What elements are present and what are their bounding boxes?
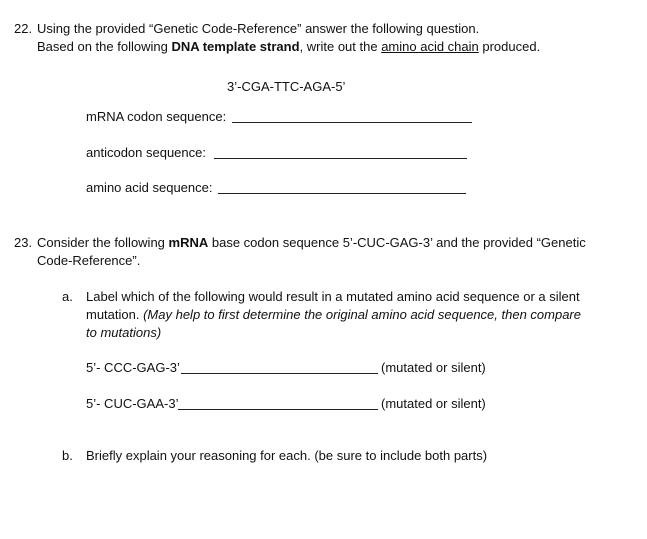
q23-line1-bold: mRNA [168, 235, 209, 250]
anticodon-label: anticodon sequence: [86, 145, 206, 160]
q23-line1-b: base codon sequence 5’-CUC-GAG-3’ and the provided “Genetic [208, 235, 586, 250]
q23a-line2-italic: (May help to first determine the original amino acid sequence, then compare [143, 307, 581, 322]
q23b-text: Briefly explain your reasoning for each. (be sure to include both parts) [86, 448, 488, 463]
dna-strand: 3’-CGA-TTC-AGA-5’ [227, 79, 346, 94]
q23-line1 [37, 234, 586, 252]
q22-line2-underline: amino acid chain [381, 39, 479, 54]
mrna-label: mRNA codon sequence: [86, 109, 227, 124]
q23a-line2 [86, 306, 581, 324]
seq2-answer-line[interactable] [178, 409, 378, 410]
q22-line2-b: , write out the [299, 39, 382, 54]
q23b-letter: b. [62, 448, 73, 463]
q23-line2: Code-Reference”. [37, 253, 141, 268]
seq2-label: 5’- CUC-GAA-3’ [86, 396, 179, 411]
q23-number: 23. [14, 235, 33, 250]
q22-line2-bold: DNA template strand [171, 39, 300, 54]
seq1-choice: (mutated or silent) [381, 360, 486, 375]
mrna-answer-line[interactable] [232, 122, 472, 123]
q22-line1: Using the provided “Genetic Code-Reference” answer the following question. [37, 21, 480, 36]
q23a-line3-italic: to mutations) [86, 325, 162, 340]
q23a-line1: Label which of the following would result in a mutated amino acid sequence or a silent [86, 289, 580, 304]
q23a-line2-a: mutation. [86, 307, 144, 322]
q23a-letter: a. [62, 289, 73, 304]
q22-number: 22. [14, 21, 33, 36]
amino-answer-line[interactable] [218, 193, 466, 194]
anticodon-answer-line[interactable] [214, 158, 467, 159]
q22-line2 [37, 38, 540, 56]
q22-line2-a: Based on the following [37, 39, 172, 54]
q22-line2-c: produced. [478, 39, 541, 54]
seq1-label: 5’- CCC-GAG-3’ [86, 360, 180, 375]
amino-label: amino acid sequence: [86, 180, 213, 195]
seq2-choice: (mutated or silent) [381, 396, 486, 411]
seq1-answer-line[interactable] [181, 373, 378, 374]
q23-line1-a: Consider the following [37, 235, 169, 250]
q23a-line3 [86, 324, 161, 342]
